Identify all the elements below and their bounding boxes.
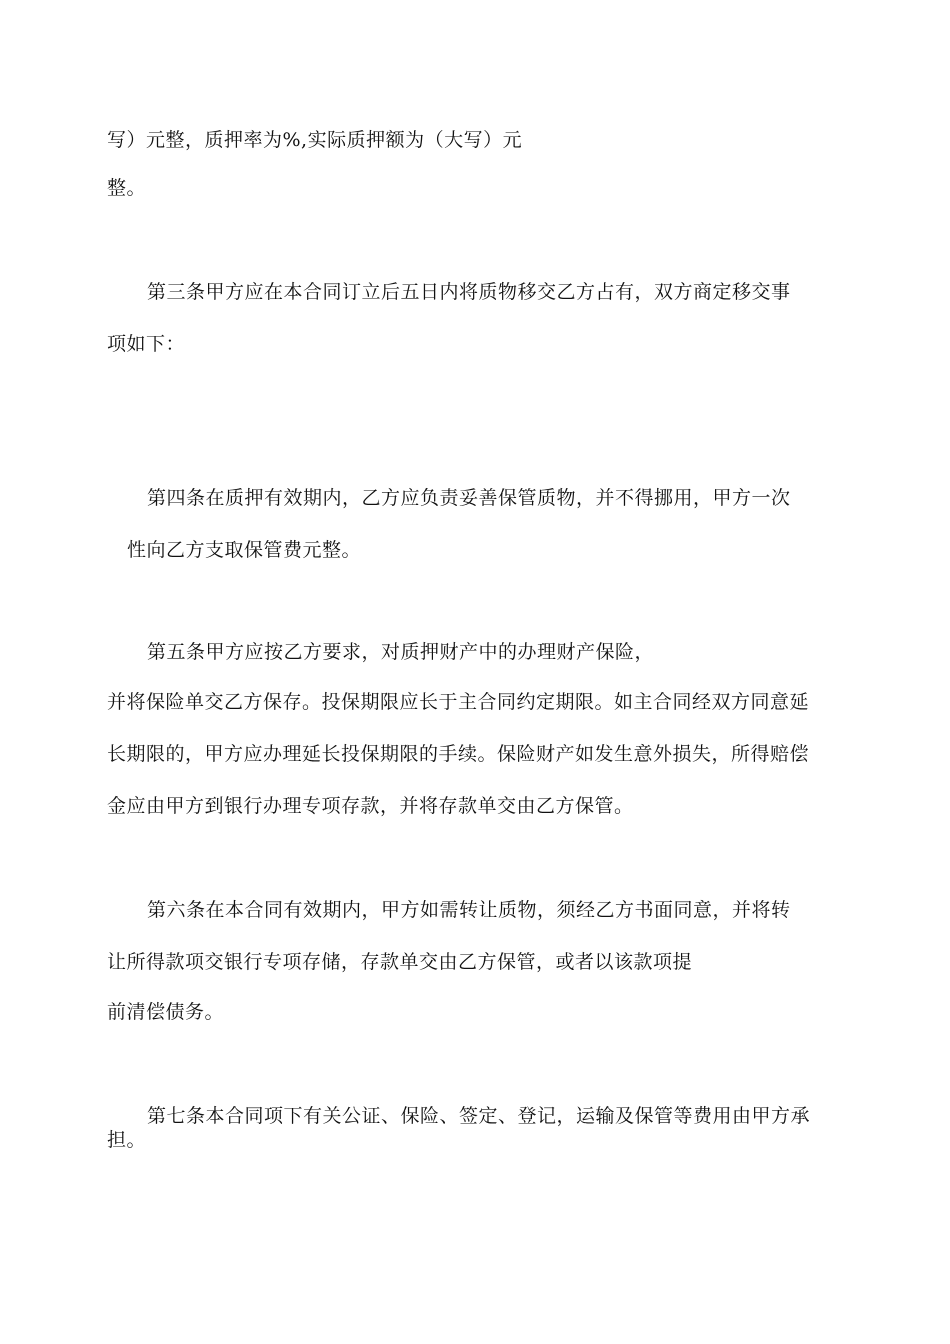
clause-5-line-2: 并将保险单交乙方保存。投保期限应长于主合同约定期限。如主合同经双方同意延 <box>107 691 810 713</box>
clause-6-line-3: 前清偿债务。 <box>107 1001 225 1023</box>
clause-6-line-1: 第六条在本合同有效期内，甲方如需转让质物，须经乙方书面同意，并将转 <box>147 899 791 921</box>
clause-5-line-4: 金应由甲方到银行办理专项存款，并将存款单交由乙方保管。 <box>107 795 634 817</box>
clause-4-line-2: 性向乙方支取保管费元整。 <box>127 539 362 561</box>
text-line-clause2-cont: 写）元整，质押率为%,实际质押额为（大写）元 <box>107 129 523 151</box>
clause-4-line-1: 第四条在质押有效期内，乙方应负责妥善保管质物，并不得挪用，甲方一次 <box>147 487 791 509</box>
clause-3-line-2: 项如下： <box>107 333 186 355</box>
clause-5-line-3: 长期限的，甲方应办理延长投保期限的手续。保险财产如发生意外损失，所得赔偿 <box>107 743 810 765</box>
clause-7-line-1: 第七条本合同项下有关公证、保险、签定、登记，运输及保管等费用由甲方承 <box>147 1105 811 1127</box>
clause-6-line-2: 让所得款项交银行专项存储，存款单交由乙方保管，或者以该款项提 <box>107 951 693 973</box>
clause-7-line-2: 担。 <box>107 1129 147 1151</box>
clause-3-line-1: 第三条甲方应在本合同订立后五日内将质物移交乙方占有，双方商定移交事 <box>147 281 791 303</box>
clause-5-line-1: 第五条甲方应按乙方要求，对质押财产中的办理财产保险， <box>147 641 655 663</box>
text-line-clause2-end: 整。 <box>107 177 147 199</box>
